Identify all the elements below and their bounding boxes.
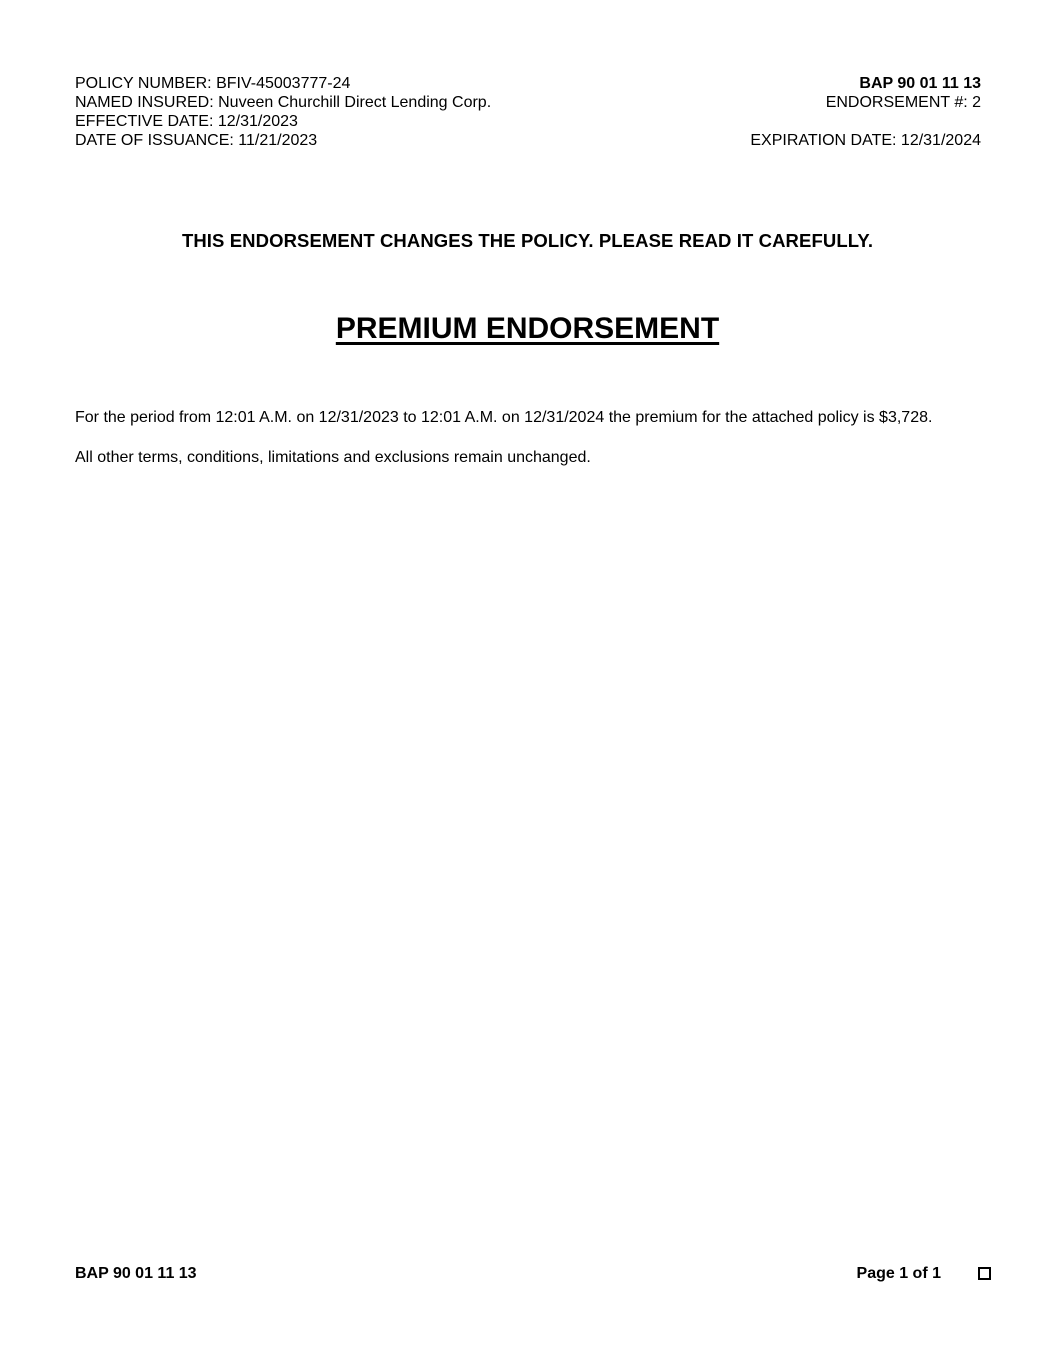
footer-form-code: BAP 90 01 11 13	[75, 1265, 197, 1282]
square-outline-icon	[978, 1267, 991, 1280]
policy-number: POLICY NUMBER: BFIV-45003777-24	[75, 75, 351, 92]
policy-header-right	[826, 74, 981, 112]
date-of-issuance: DATE OF ISSUANCE: 11/21/2023	[75, 132, 318, 149]
page-title: PREMIUM ENDORSEMENT	[335, 312, 720, 345]
form-code: BAP 90 01 11 13	[859, 75, 981, 92]
expiration-date: EXPIRATION DATE: 12/31/2024	[750, 132, 981, 149]
endorsement-body	[75, 408, 981, 468]
terms-paragraph: All other terms, conditions, limitations and exclusions remain unchanged.	[75, 449, 591, 466]
premium-paragraph: For the period from 12:01 A.M. on 12/31/2023 to 12:01 A.M. on 12/31/2024 the premium for the attached policy is $3,728.	[75, 409, 933, 426]
endorsement-number: ENDORSEMENT #: 2	[825, 94, 981, 111]
policy-header-left	[75, 74, 495, 150]
endorsement-notice: THIS ENDORSEMENT CHANGES THE POLICY. PLEASE READ IT CAREFULLY.	[181, 230, 874, 251]
named-insured: NAMED INSURED: Nuveen Churchill Direct Lending Corp.	[75, 94, 492, 111]
effective-date: EFFECTIVE DATE: 12/31/2023	[75, 113, 298, 130]
page-number: Page 1 of 1	[856, 1265, 941, 1282]
